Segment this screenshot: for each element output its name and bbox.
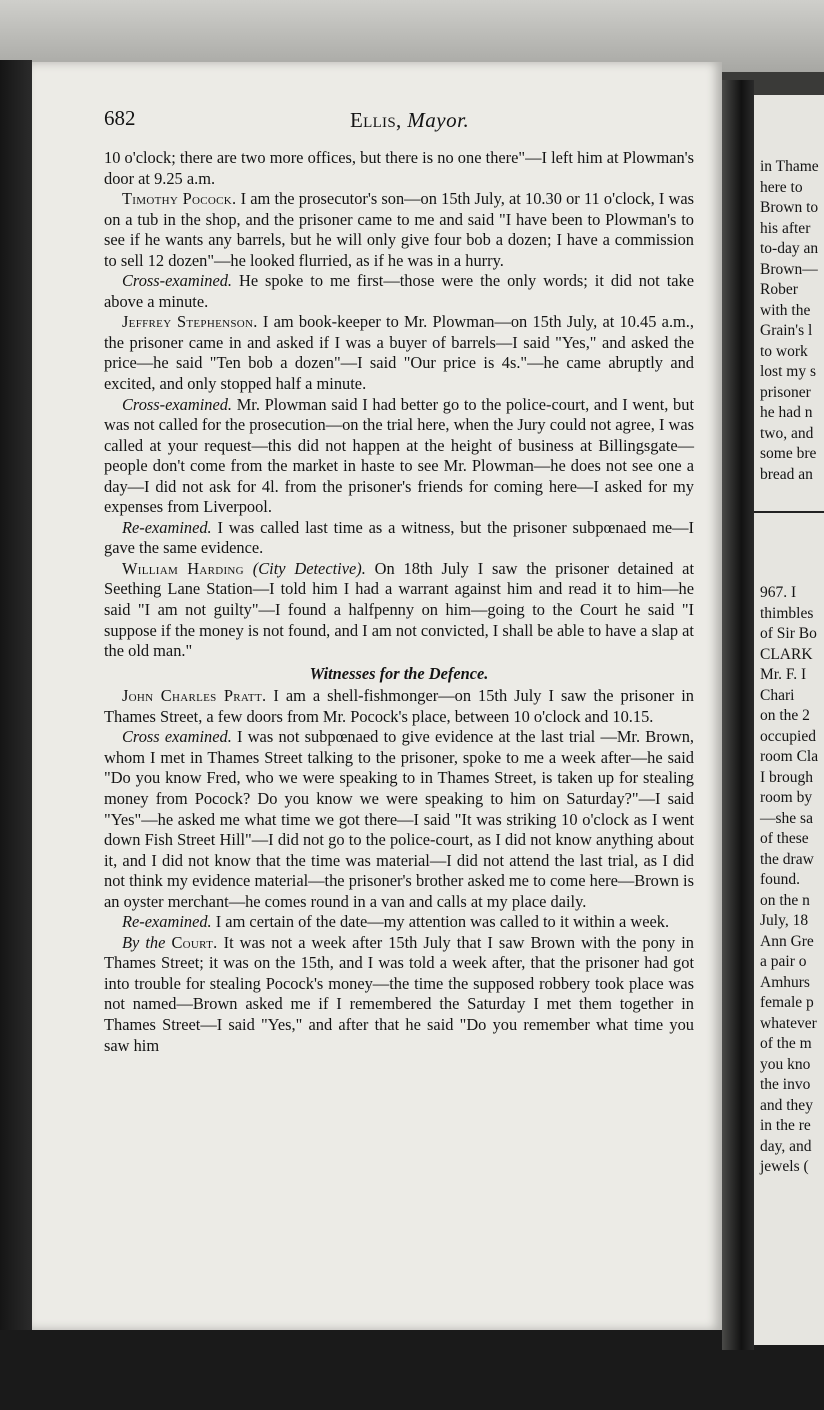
facing-page-line: whatever (760, 1014, 817, 1032)
page-body (104, 148, 694, 1056)
paragraph-text: I am a shell-fishmonger—on 15th July I saw the prisoner in Thames Street, a few doors from Mr. Pocock's place, between 10 o'clock and 10.15. (104, 686, 694, 726)
facing-page-line: Chari (760, 686, 795, 704)
facing-page-line: you kno (760, 1055, 811, 1073)
paragraph (104, 686, 694, 727)
facing-page-line: to work (760, 342, 808, 360)
book-left-edge (0, 60, 32, 1350)
facing-page-line: room by (760, 789, 813, 806)
facing-page-line: occupied (760, 727, 816, 745)
facing-page-line: on the 2 (760, 707, 810, 724)
paragraph (104, 727, 694, 912)
facing-page-line: female p (760, 994, 814, 1011)
facing-page-line: of the m (760, 1035, 812, 1052)
paragraph-text: I am book-keeper to Mr. Plowman—on 15th July, at 10.45 a.m., the prisoner came in and asked if I was a buyer of barrels—I said "Yes," and asked the price—he said "Ten bob a dozen"—I said "Our price is 4s."—he came abruptly and excited, and only stopped half a minute. (104, 312, 694, 394)
paragraph-text: I was called last time as a witness, but the prisoner subpœnaed me—I gave the same evidence. (104, 517, 694, 558)
examination-label: Re-examined. (122, 912, 212, 932)
facing-page-line: jewels ( (760, 1158, 809, 1175)
paragraph-text: I was not subpœnaed to give evidence at the last trial —Mr. Brown, whom I met in Thames Street talking to the prisoner, spoke to me a week after—he said "Do you know Fred, who we were speaking to in Thames Street, is taken up for stealing money from Pocock? Do you know we were speaking to him on Saturday?"—I said "Yes"—he asked me what time we got there—I said "It was striking 10 o'clock as I went down Fish Street Hill"—I did not go to the police-court, as I did not know anything about it, and I did not know that the time was material—I did not attend the last trial, as I did not think my evidence material—the prisoner's brother asked me to come here—Brown is an oyster merchant—he comes round in a van and calls at my place daily. (104, 727, 695, 911)
witness-name: John Charles Pratt. (122, 686, 267, 706)
facing-page-line: Grain's l (760, 322, 813, 339)
paragraph (104, 933, 694, 1056)
paragraph-text: It was not a week after 15th July that I saw Brown with the pony in Thames Street; it was on the 15th, and I was told a week after, that the prisoner had got into trouble for stealing Pocock's money—the time the supposed robbery took place was not named—Brown asked me if I remembered the Saturday I met them together in Thames Street—I said "Yes," and after that he said "Do you remember what time you saw him (104, 932, 694, 1055)
facing-page-line: thimbles (760, 604, 814, 622)
paragraph-text: I am certain of the date—my attention was called to it within a week. (211, 912, 670, 932)
facing-page-line: in Thame (760, 158, 819, 175)
facing-page-fragment (754, 95, 824, 1345)
paragraph (104, 189, 694, 271)
facing-page-line: July, 18 (760, 912, 809, 929)
paragraph (104, 271, 694, 312)
paragraph-text: Mr. Plowman said I had better go to the police-court, and I went, but was not called for the prosecution—on the trial here, when the Jury could not agree, I was called at your request—this did not happen at the height of business at Billingsgate—people don't come from the market in haste to see Mr. Plowman—he does not see one a day—I did not ask for 4l. from the prisoner's friends for coming here—I asked for my expenses from Liverpool. (104, 394, 694, 517)
facing-page-line: lost my s (760, 363, 816, 380)
facing-page-line: —she sa (760, 809, 813, 827)
facing-page-line: of these (760, 830, 809, 847)
witness-name: Timothy Pocock. (122, 189, 237, 209)
facing-page-line: Brown— (760, 260, 818, 278)
facing-page-line: to-day an (760, 240, 819, 257)
facing-page-line: the invo (760, 1076, 811, 1093)
scan-background-bottom (0, 1330, 824, 1410)
witness-name: William Harding (122, 558, 244, 578)
facing-page-line: his after (760, 219, 811, 237)
facing-page-line: found. (760, 871, 801, 888)
witness-role: (City Detective). (243, 558, 366, 578)
facing-page-line: some bre (760, 445, 817, 462)
running-head (350, 108, 469, 133)
facing-page-line: on the n (760, 891, 810, 909)
paragraph (104, 559, 694, 662)
facing-page-line: he had n (760, 404, 813, 421)
facing-page-line: and they (760, 1096, 813, 1114)
paragraph (104, 148, 694, 189)
page-number: 682 (104, 106, 136, 130)
facing-page-line: a pair o (760, 953, 807, 970)
paragraph (104, 312, 694, 394)
facing-page-line: with the (760, 301, 811, 319)
paragraph-text: On 18th July I saw the prisoner detained at Seething Lane Station—I told him I had a warrant against him and read it to him—he said "I am not guilty"—I found a halfpenny on him—going to the Court he said "I suppose if the money is not found, and I am not convicted, I shall be able to have a slap at the old man." (104, 558, 694, 661)
section-heading: Witnesses for the Defence. (309, 663, 489, 683)
running-head-name: Ellis, (350, 108, 402, 132)
paragraph-text: He spoke to me first—those were the only words; it did not take above a minute. (104, 271, 694, 311)
running-head-title: Mayor. (407, 108, 470, 132)
facing-page-line: here to (760, 178, 803, 196)
facing-page-rule (754, 511, 824, 513)
facing-page-line: Brown to (760, 199, 819, 216)
examination-label: Cross-examined. (122, 271, 233, 291)
facing-page-line: Mr. F. I (760, 666, 807, 683)
facing-page-line: room Cla (760, 748, 819, 765)
facing-page-line: in the re (760, 1117, 811, 1134)
facing-page-line: of Sir Bo (760, 625, 817, 642)
facing-page-line: CLARK (760, 645, 813, 663)
facing-page-line: I brough (760, 768, 813, 786)
witness-name: Jeffrey Stephenson. (122, 312, 258, 332)
facing-page-line: two, and (760, 424, 814, 442)
paragraph-text: 10 o'clock; there are two more offices, but there is no one there"—I left him at Plowman's door at 9.25 a.m. (104, 148, 694, 188)
examination-label: Cross examined. (122, 727, 232, 747)
facing-page-line: 967. I (760, 584, 797, 601)
facing-page-line: Amhurs (760, 973, 810, 991)
facing-page-line: day, and (760, 1137, 812, 1155)
examination-label: Re-examined. (122, 517, 212, 537)
paragraph (104, 395, 694, 518)
facing-page-line: the draw (760, 850, 814, 868)
examination-label: By the (122, 932, 166, 952)
paragraph-text: I am the prosecutor's son—on 15th July, at 10.30 or 11 o'clock, I was on a tub in the shop, and the prisoner came to me and said "I have been to Plowman's to see if he wants any barrels, but he will only give four bob a dozen; I have a commission to sell 12 dozen"—he looked flurried, as if he was in a hurry. (104, 189, 694, 270)
facing-page-line: Rober (760, 281, 798, 298)
page-header (104, 106, 684, 142)
book-gutter (722, 80, 754, 1350)
facing-page-line: prisoner (760, 383, 811, 401)
examination-label: Cross-examined. (122, 394, 233, 414)
facing-page-line: Ann Gre (760, 932, 814, 950)
paragraph (104, 518, 694, 559)
facing-page-bottom-lines (754, 583, 824, 1178)
facing-page-top-lines (754, 157, 824, 485)
paragraph (104, 912, 694, 933)
facing-page-line: bread an (760, 465, 813, 483)
court-name: Court. (171, 932, 218, 952)
